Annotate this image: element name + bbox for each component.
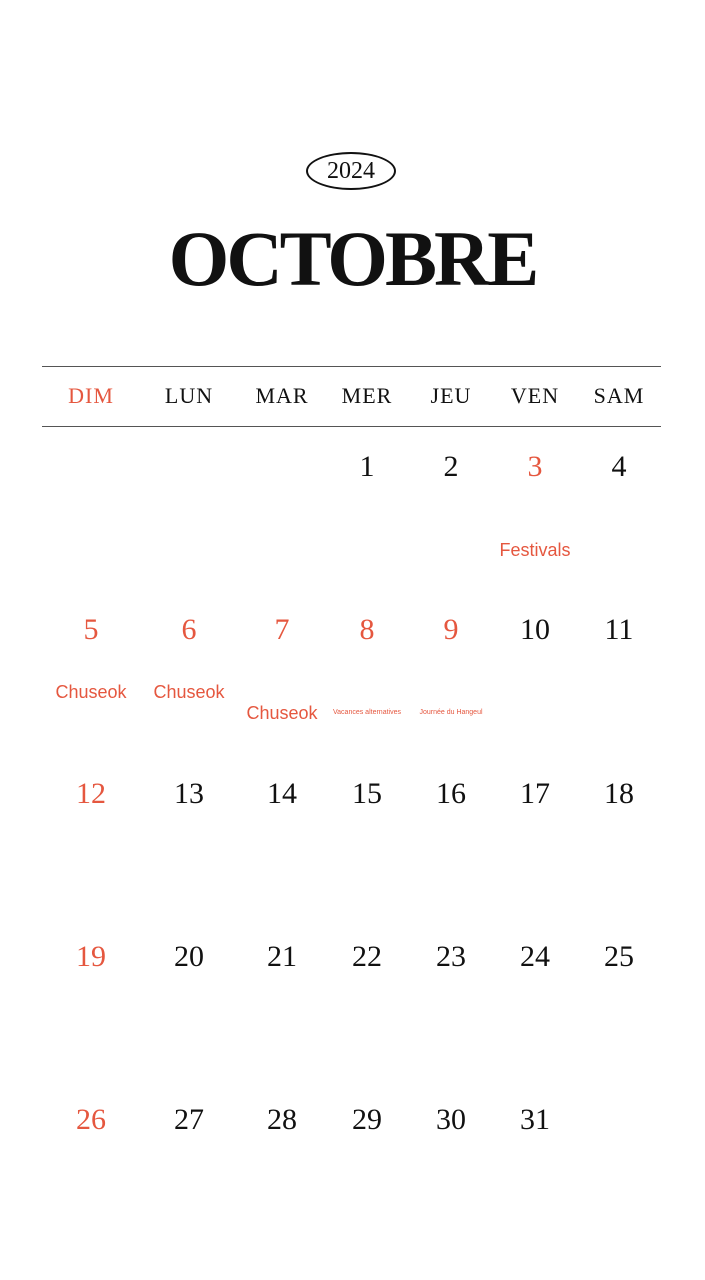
day-cell: 21 [267, 940, 297, 973]
weekday-fri: VEN [510, 383, 560, 408]
day-cell: 4 [611, 450, 627, 483]
event-label: Festivals [499, 540, 571, 560]
event-label: Journée du Hangeul [419, 709, 483, 716]
day-cell: 27 [174, 1103, 204, 1136]
day-cell: 30 [436, 1103, 466, 1136]
year-label: 2024 [327, 157, 375, 184]
day-cell: 20 [174, 940, 204, 973]
year-badge [306, 152, 396, 190]
day-cell-sunday: 26 [76, 1103, 106, 1136]
day-cell: 25 [604, 940, 634, 973]
day-cell-holiday: 9 [443, 613, 459, 646]
day-cell-holiday: 6 [181, 613, 197, 646]
day-cell: 29 [352, 1103, 382, 1136]
header-bottom-divider [42, 426, 661, 427]
day-cell: 22 [352, 940, 382, 973]
weekday-tue: MAR [255, 383, 309, 408]
day-cell: 2 [443, 450, 459, 483]
header-top-divider [42, 366, 661, 367]
day-cell: 10 [520, 613, 550, 646]
day-cell: 14 [267, 777, 297, 810]
day-cell: 11 [604, 613, 634, 646]
day-cell-holiday: 7 [274, 613, 290, 646]
day-cell-holiday: 5 [83, 613, 99, 646]
weekday-mon: LUN [164, 383, 214, 408]
event-label: Chuseok [153, 682, 225, 702]
month-title: OCTOBRE [168, 215, 537, 302]
day-cell: 31 [520, 1103, 550, 1136]
day-cell: 1 [359, 450, 375, 483]
weekday-sun: DIM [68, 383, 114, 408]
day-cell: 13 [174, 777, 204, 810]
day-cell: 23 [436, 940, 466, 973]
day-cell-sunday: 12 [76, 777, 106, 810]
weekday-sat: SAM [593, 383, 645, 408]
day-cell: 18 [604, 777, 634, 810]
event-label: Chuseok [55, 682, 127, 702]
weekday-thu: JEU [430, 383, 472, 408]
day-cell-sunday: 19 [76, 940, 106, 973]
day-cell: 16 [436, 777, 466, 810]
event-label: Vacances alternatives [333, 709, 401, 716]
day-cell-holiday: 8 [359, 613, 375, 646]
day-cell: 17 [520, 777, 550, 810]
day-cell-holiday: 3 [527, 450, 543, 483]
weekday-wed: MER [341, 383, 393, 408]
event-label: Chuseok [246, 703, 318, 723]
day-cell: 24 [520, 940, 550, 973]
day-cell: 28 [267, 1103, 297, 1136]
day-cell: 15 [352, 777, 382, 810]
